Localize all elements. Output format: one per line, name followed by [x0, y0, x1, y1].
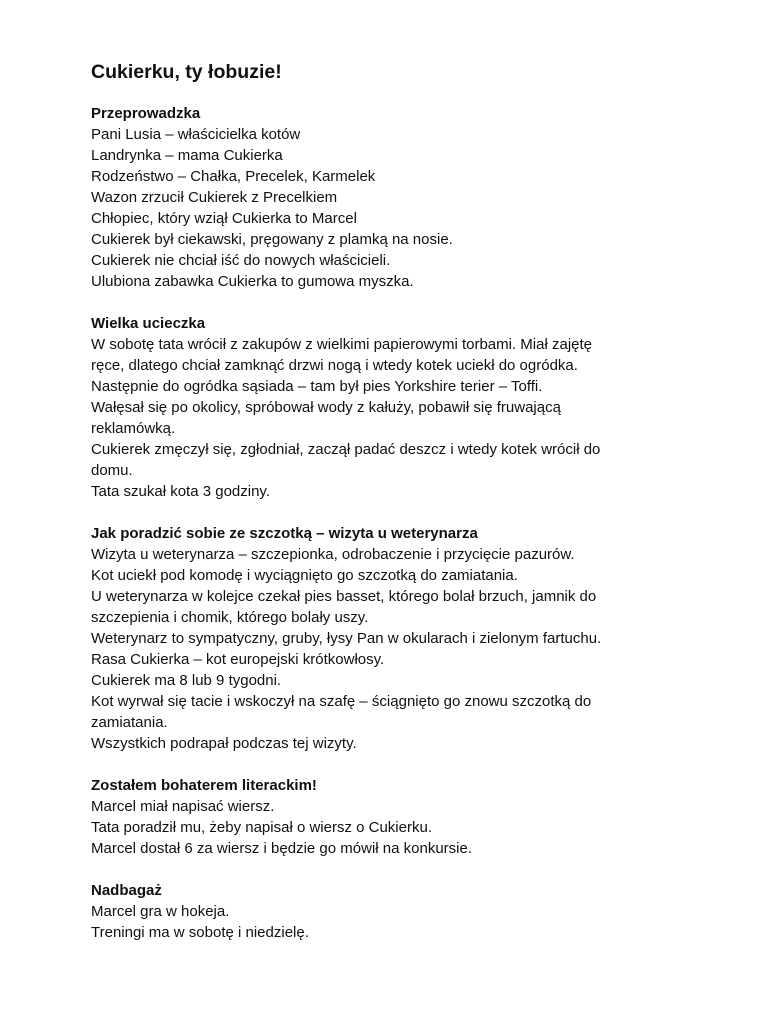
text-line: U weterynarza w kolejce czekał pies basset, którego bolał brzuch, jamnik do: [91, 588, 597, 605]
section-bohater-literacki: [91, 775, 691, 859]
section-heading: Zostałem bohaterem literackim!: [91, 777, 317, 794]
text-line: Landrynka – mama Cukierka: [91, 147, 283, 164]
text-line: Weterynarz to sympatyczny, gruby, łysy Pan w okularach i zielonym fartuchu.: [91, 630, 602, 647]
section-wielka-ucieczka: [91, 313, 691, 502]
text-line: Wazon zrzucił Cukierek z Precelkiem: [91, 189, 338, 206]
section-nadbagaz: [91, 880, 691, 943]
section-heading: Wielka ucieczka: [91, 315, 206, 332]
text-line: Wizyta u weterynarza – szczepionka, odrobaczenie i przycięcie pazurów.: [91, 546, 575, 563]
text-line: Kot wyrwał się tacie i wskoczył na szafę – ściągnięto go znowu szczotką do: [91, 693, 592, 710]
text-line: Marcel miał napisać wiersz.: [91, 798, 275, 815]
section-wizyta-u-weterynarza: [91, 523, 691, 754]
text-line: Tata poradził mu, żeby napisał o wiersz o Cukierku.: [91, 819, 432, 836]
text-line: reklamówką.: [91, 420, 176, 437]
text-line: ręce, dlatego chciał zamknąć drzwi nogą i wtedy kotek uciekł do ogródka.: [91, 357, 578, 374]
text-line: zamiatania.: [91, 714, 168, 731]
text-line: W sobotę tata wrócił z zakupów z wielkimi papierowymi torbami. Miał zajętę: [91, 336, 593, 353]
text-line: Pani Lusia – właścicielka kotów: [91, 126, 301, 143]
section-heading: Przeprowadzka: [91, 105, 201, 122]
text-line: Rasa Cukierka – kot europejski krótkowłosy.: [91, 651, 385, 668]
section-heading: Nadbagaż: [91, 882, 162, 899]
section-heading: Jak poradzić sobie ze szczotką – wizyta u weterynarza: [91, 525, 478, 542]
text-line: Kot uciekł pod komodę i wyciągnięto go szczotką do zamiatania.: [91, 567, 518, 584]
text-line: Cukierek zmęczył się, zgłodniał, zaczął padać deszcz i wtedy kotek wrócił do: [91, 441, 601, 458]
text-line: Tata szukał kota 3 godziny.: [91, 483, 270, 500]
text-line: Ulubiona zabawka Cukierka to gumowa myszka.: [91, 273, 414, 290]
text-line: Treningi ma w sobotę i niedzielę.: [91, 924, 309, 941]
text-line: Marcel gra w hokeja.: [91, 903, 230, 920]
text-line: domu.: [91, 462, 133, 479]
text-line: Wszystkich podrapał podczas tej wizyty.: [91, 735, 357, 752]
text-line: Wałęsał się po okolicy, spróbował wody z kałuży, pobawił się fruwającą: [91, 399, 561, 416]
document-title: Cukierku, ty łobuzie!: [91, 61, 282, 83]
text-line: Cukierek był ciekawski, pręgowany z plamką na nosie.: [91, 231, 453, 248]
text-line: szczepienia i chomik, którego bolały uszy.: [91, 609, 369, 626]
text-line: Chłopiec, który wziął Cukierka to Marcel: [91, 210, 357, 227]
text-line: Cukierek nie chciał iść do nowych właścicieli.: [91, 252, 391, 269]
text-line: Następnie do ogródka sąsiada – tam był pies Yorkshire terier – Toffi.: [91, 378, 543, 395]
section-przeprowadzka: [91, 103, 691, 292]
text-line: Marcel dostał 6 za wiersz i będzie go mówił na konkursie.: [91, 840, 472, 857]
document-page: [91, 60, 691, 964]
text-line: Cukierek ma 8 lub 9 tygodni.: [91, 672, 282, 689]
text-line: Rodzeństwo – Chałka, Precelek, Karmelek: [91, 168, 376, 185]
